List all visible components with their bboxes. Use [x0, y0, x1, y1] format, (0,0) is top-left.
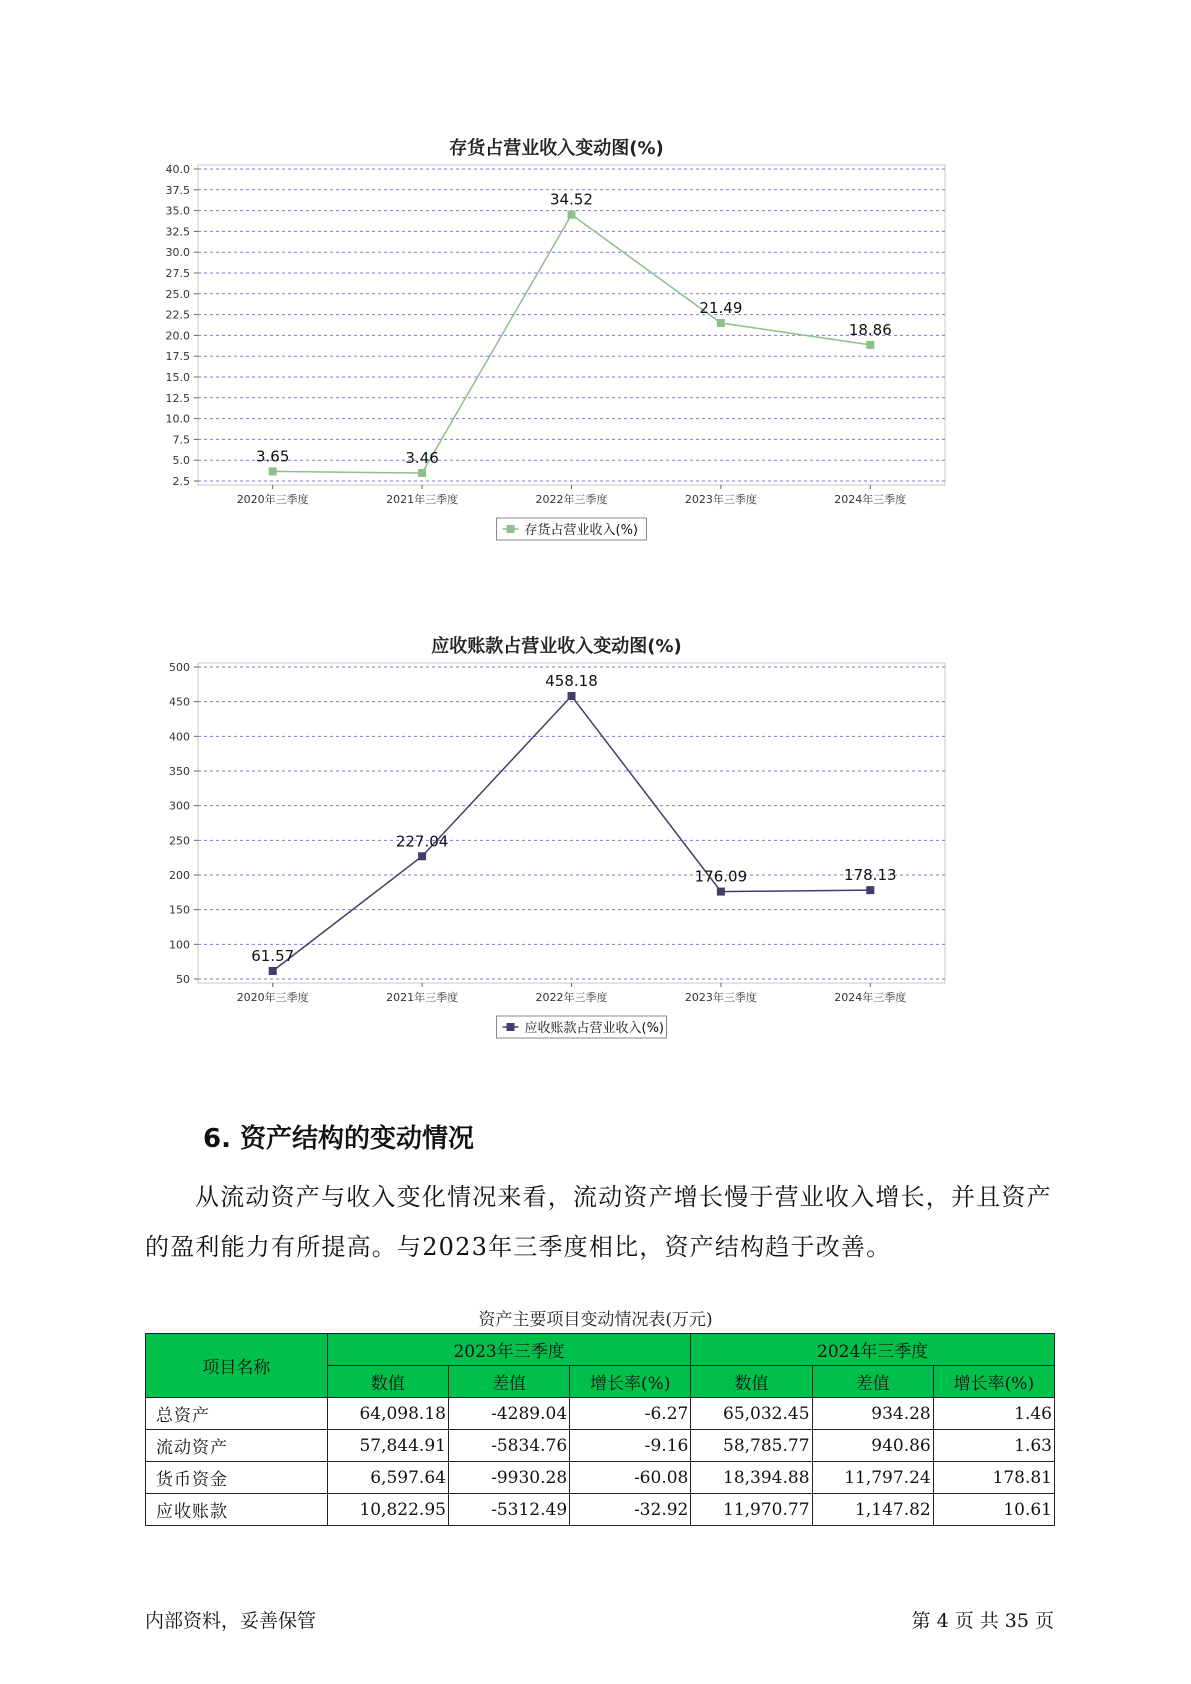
chart-title: 应收账款占营业收入变动图(%)	[431, 636, 682, 657]
data-label: 458.18	[545, 671, 598, 690]
data-label: 34.52	[550, 190, 593, 209]
table-cell: 940.86	[812, 1430, 933, 1462]
header-diff: 差值	[812, 1366, 933, 1398]
data-point	[717, 888, 725, 896]
table-cell: 11,797.24	[812, 1462, 933, 1494]
table-cell: 6,597.64	[327, 1462, 448, 1494]
header-growth: 增长率(%)	[933, 1366, 1054, 1398]
x-tick-label: 2024年三季度	[834, 991, 907, 1004]
data-point	[568, 211, 576, 219]
table-cell: 1.46	[933, 1398, 1054, 1430]
x-tick-label: 2023年三季度	[684, 991, 757, 1004]
x-tick-label: 2023年三季度	[684, 493, 757, 506]
x-tick-label: 2020年三季度	[236, 493, 309, 506]
y-tick-label: 32.5	[165, 225, 190, 239]
data-label: 3.46	[405, 449, 439, 468]
y-tick-label: 400	[169, 730, 190, 744]
x-tick-label: 2021年三季度	[386, 991, 459, 1004]
data-label: 61.57	[251, 946, 295, 965]
y-tick-label: 250	[169, 834, 190, 848]
y-tick-label: 300	[169, 799, 190, 813]
table-row	[146, 1430, 1055, 1462]
y-tick-label: 350	[169, 765, 190, 778]
table-cell: -6.27	[570, 1398, 691, 1430]
table-row	[146, 1462, 1055, 1494]
table-cell: 57,844.91	[327, 1430, 448, 1462]
x-tick-label: 2022年三季度	[535, 493, 608, 506]
table-cell: -32.92	[570, 1494, 691, 1526]
chart-legend	[497, 518, 647, 540]
y-tick-label: 200	[169, 869, 190, 882]
header-period-2024: 2024年三季度	[691, 1334, 1055, 1366]
header-period-2023: 2023年三季度	[327, 1334, 691, 1366]
table-cell: 10,822.95	[327, 1494, 448, 1526]
chart-title: 存货占营业收入变动图(%)	[449, 138, 664, 159]
data-label: 21.49	[699, 299, 743, 318]
y-tick-label: 35.0	[165, 204, 190, 218]
plot-area	[198, 663, 945, 983]
y-tick-label: 7.5	[172, 433, 190, 447]
footer-page-number: 第 4 页 共 35 页	[911, 1610, 1054, 1632]
data-label: 178.13	[844, 866, 897, 885]
y-tick-label: 30.0	[165, 246, 190, 260]
receivables-ratio-chart-svg	[150, 638, 1050, 1088]
legend-marker	[507, 525, 515, 533]
x-tick-label: 2024年三季度	[834, 493, 907, 506]
data-point	[269, 467, 277, 475]
row-name: 应收账款	[146, 1494, 328, 1526]
y-tick-label: 25.0	[165, 287, 190, 301]
row-name: 货币资金	[146, 1462, 328, 1494]
inventory-ratio-chart	[150, 140, 1050, 590]
table-cell: 11,970.77	[691, 1494, 812, 1526]
header-diff: 差值	[448, 1366, 569, 1398]
data-label: 227.04	[395, 832, 449, 851]
table-row	[146, 1494, 1055, 1526]
y-tick-label: 22.5	[165, 308, 190, 322]
legend-marker	[507, 1023, 515, 1031]
header-item-name: 项目名称	[146, 1334, 328, 1398]
table-cell: 178.81	[933, 1462, 1054, 1494]
x-tick-label: 2022年三季度	[535, 991, 608, 1004]
chart-legend	[497, 1016, 667, 1038]
table-cell: -60.08	[570, 1462, 691, 1494]
y-tick-label: 20.0	[165, 329, 190, 343]
table-row	[146, 1398, 1055, 1430]
header-value: 数值	[327, 1366, 448, 1398]
table-header-row-1	[146, 1334, 1055, 1366]
header-value: 数值	[691, 1366, 812, 1398]
x-tick-label: 2020年三季度	[236, 991, 309, 1004]
section-heading: 6. 资产结构的变动情况	[203, 1124, 475, 1154]
y-tick-label: 40.0	[165, 163, 190, 176]
table-cell: -5312.49	[448, 1494, 569, 1526]
y-tick-label: 17.5	[165, 350, 190, 364]
row-name: 流动资产	[146, 1430, 328, 1462]
y-tick-label: 2.5	[172, 475, 190, 488]
x-tick-label: 2021年三季度	[386, 493, 459, 506]
y-tick-label: 150	[169, 903, 190, 917]
data-point	[568, 692, 576, 700]
y-tick-label: 27.5	[165, 267, 190, 280]
header-growth: 增长率(%)	[570, 1366, 691, 1398]
asset-change-table	[145, 1333, 1055, 1526]
table-caption: 资产主要项目变动情况表(万元)	[478, 1310, 713, 1330]
y-tick-label: 15.0	[165, 371, 190, 384]
table-cell: 10.61	[933, 1494, 1054, 1526]
legend-label: 应收账款占营业收入(%)	[524, 1021, 664, 1036]
row-name: 总资产	[146, 1398, 328, 1430]
table-cell: -9.16	[570, 1430, 691, 1462]
table-cell: 934.28	[812, 1398, 933, 1430]
y-tick-label: 12.5	[165, 391, 190, 405]
inventory-ratio-chart-svg	[150, 140, 1050, 590]
y-tick-label: 10.0	[165, 412, 190, 426]
y-tick-label: 5.0	[172, 454, 190, 468]
legend-label: 存货占营业收入(%)	[524, 523, 638, 538]
receivables-ratio-chart	[150, 638, 1050, 1088]
table-cell: -5834.76	[448, 1430, 569, 1462]
data-label: 3.65	[255, 447, 290, 466]
table-cell: -9930.28	[448, 1462, 569, 1494]
data-point	[418, 469, 426, 477]
data-point	[866, 341, 874, 349]
section-paragraph: 从流动资产与收入变化情况来看，流动资产增长慢于营业收入增长，并且资产的盈利能力有所提高。与2023年三季度相比，资产结构趋于改善。	[145, 1183, 1052, 1261]
data-label: 176.09	[694, 867, 748, 886]
table-cell: 58,785.77	[691, 1430, 812, 1462]
table-cell: 64,098.18	[327, 1398, 448, 1430]
y-tick-label: 100	[169, 938, 190, 952]
data-point	[717, 319, 725, 327]
table-cell: 1.63	[933, 1430, 1054, 1462]
data-point	[418, 852, 426, 860]
table-cell: -4289.04	[448, 1398, 569, 1430]
data-label: 18.86	[848, 320, 892, 339]
y-tick-label: 450	[169, 695, 190, 709]
table-cell: 18,394.88	[691, 1462, 812, 1494]
y-tick-label: 50	[176, 973, 190, 986]
y-tick-label: 37.5	[165, 183, 190, 197]
footer-confidential: 内部资料，妥善保管	[145, 1610, 317, 1632]
table-cell: 65,032.45	[691, 1398, 812, 1430]
data-point	[269, 967, 277, 975]
table-cell: 1,147.82	[812, 1494, 933, 1526]
y-tick-label: 500	[169, 661, 190, 674]
data-point	[866, 886, 874, 894]
